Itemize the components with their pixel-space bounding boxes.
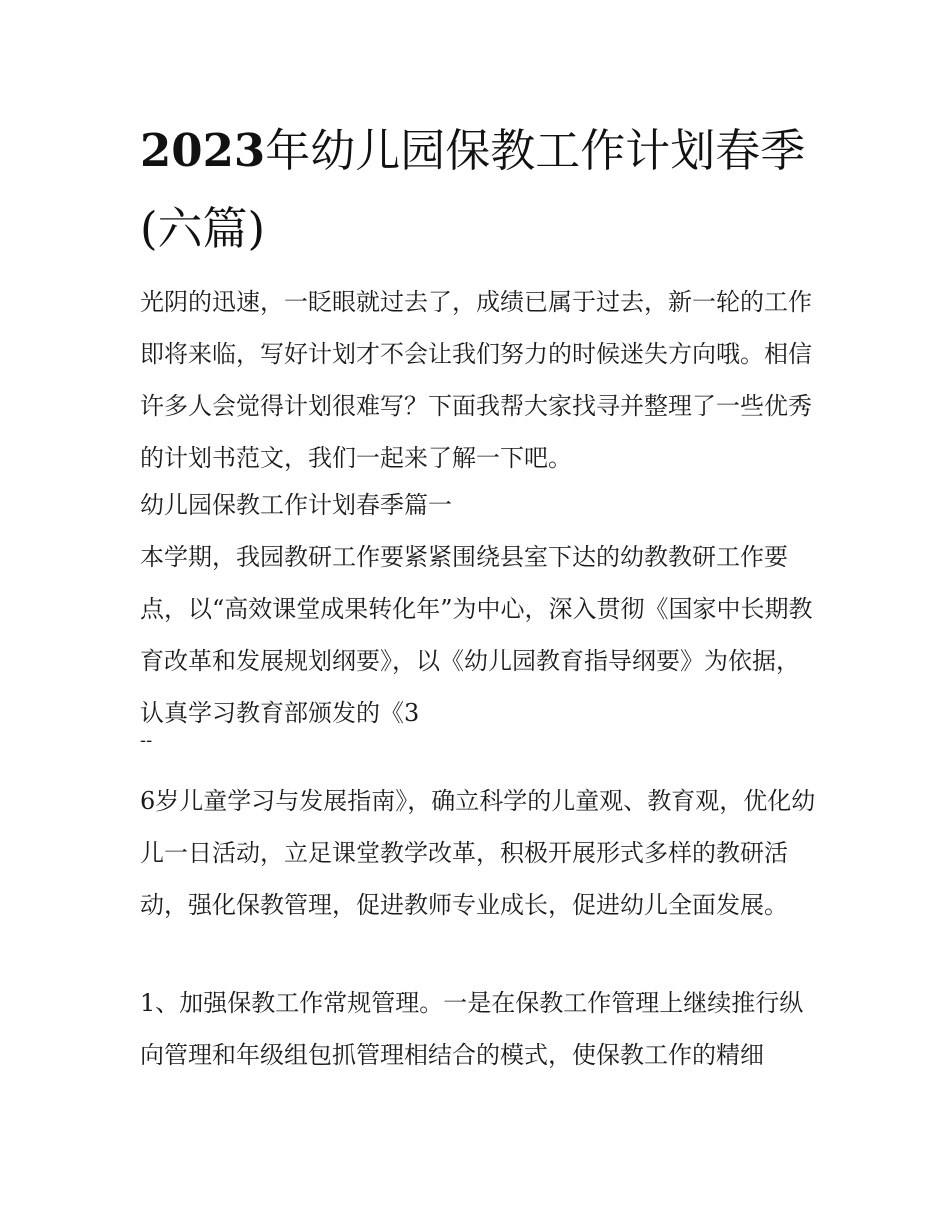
intro-paragraph: 光阴的迅速，一眨眼就过去了，成绩已属于过去，新一轮的工作即将来临，写好计划才不会让我们努力的时候迷失方向哦。相信许多人会觉得计划很难写？下面我帮大家找寻并整理了一些优秀的计划书范文，我们一起来了解一下吧。 (140, 288, 812, 472)
title-text: 年幼儿园保教工作计划春季(六篇) (140, 124, 806, 255)
body-paragraph-1: 本学期，我园教研工作要紧紧围绕县室下达的幼教教研工作要点，以“高效课堂成果转化年”为中心，深入贯彻《国家中长期教育改革和发展规划纲要》，以《幼儿园教育指导纲要》为依据，认真学习教育部颁发的《3 (140, 543, 813, 727)
section-heading: 幼儿园保教工作计划春季篇一 (140, 491, 452, 519)
document-title (140, 112, 820, 268)
page-separator: -- (140, 730, 153, 751)
body-paragraph-3: 1、加强保教工作常规管理。一是在保教工作管理上继续推行纵向管理和年级组包抓管理相结合的模式，使保教工作的精细 (140, 989, 804, 1069)
body-paragraph-2: 6岁儿童学习与发展指南》，确立科学的儿童观、教育观，优化幼儿一日活动，立足课堂教学改革，积极开展形式多样的教研活动，强化保教管理，促进教师专业成长，促进幼儿全面发展。 (140, 787, 816, 919)
title-year: 2023 (140, 124, 266, 177)
